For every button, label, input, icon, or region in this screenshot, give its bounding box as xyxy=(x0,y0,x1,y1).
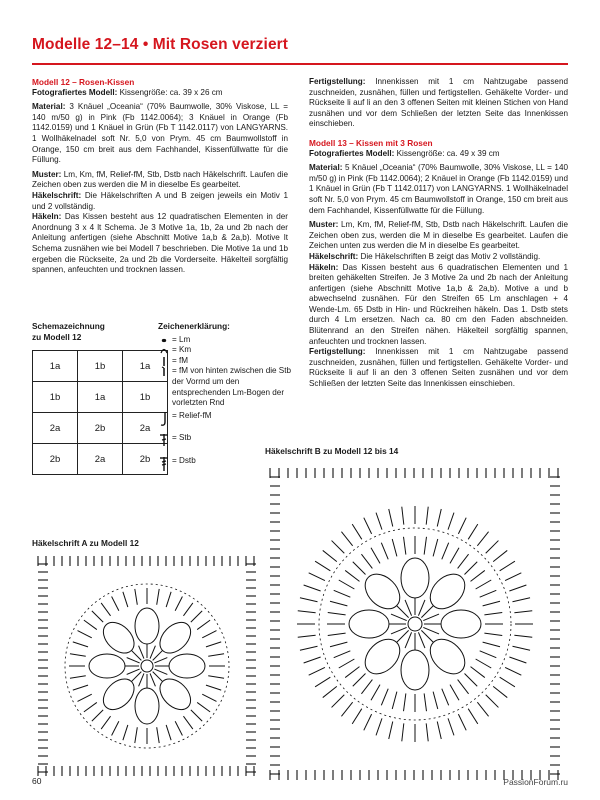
legend-text: = fM von hinten zwischen die Stb der Vorrnd um den entsprechenden Lm-Bogen der vorletzten Rnd xyxy=(172,366,292,408)
stitch-mark xyxy=(364,714,372,730)
stitch-mark xyxy=(345,667,359,678)
stitch-mark xyxy=(341,532,352,546)
stitch-mark xyxy=(78,631,92,638)
stitch-mark xyxy=(361,680,372,694)
legend-item-km xyxy=(158,345,298,356)
model-13-photo-label: Fotografiertes Modell: xyxy=(309,148,395,158)
stitch-mark xyxy=(405,600,412,616)
stitch-mark xyxy=(153,672,163,682)
stitch-mark xyxy=(477,532,488,546)
stitch-mark xyxy=(426,723,428,741)
stitch-mark xyxy=(300,598,318,602)
stb-symbol-icon xyxy=(158,433,170,451)
stitch-mark xyxy=(73,642,88,647)
stitch-mark xyxy=(154,669,167,674)
model-12-muster-text: Lm, Km, fM, Relief-fM, Stb, Dstb nach Häkelschrift. Laufen die Zeichen oben zus werden die M in dieselbe Es gearbeitet. xyxy=(32,169,288,190)
schema-row xyxy=(33,351,168,382)
schema-grid xyxy=(32,350,168,475)
legend-text: = Dstb xyxy=(172,455,196,465)
stitch-mark xyxy=(197,702,210,711)
stitch-mark xyxy=(514,611,532,613)
schema-cell: 2b xyxy=(123,444,168,475)
model-13-haekelschrift xyxy=(309,252,568,263)
schema-row xyxy=(33,444,168,475)
stitch-mark xyxy=(131,672,141,682)
model-12-photo-text: Kissengröße: ca. 39 x 26 cm xyxy=(119,87,223,97)
petal-mark xyxy=(441,610,481,638)
stitch-mark xyxy=(166,592,171,607)
stitch-mark xyxy=(509,585,526,591)
model-12-haekelschrift xyxy=(32,191,288,212)
stitch-mark xyxy=(486,695,499,708)
model-12-haekelschrift-label: Häkelschrift: xyxy=(32,190,82,200)
model-12-heading: Modell 12 – Rosen-Kissen xyxy=(32,77,135,87)
chart-b-title: Häkelschrift B zu Modell 12 bis 14 xyxy=(265,446,399,456)
stitch-mark xyxy=(450,548,459,564)
model-13-muster-label: Muster: xyxy=(309,220,339,230)
stitch-mark xyxy=(135,589,138,605)
legend-item-fm xyxy=(158,356,298,367)
schema-title-line-1: Schemazeichnung xyxy=(32,321,105,331)
chart-a-title: Häkelschrift A zu Modell 12 xyxy=(32,538,139,548)
stitch-mark xyxy=(175,597,182,611)
stitch-mark xyxy=(339,580,355,589)
column-model-13 xyxy=(309,77,568,390)
stitch-mark xyxy=(157,727,160,743)
stitch-mark xyxy=(448,718,454,735)
stitch-mark xyxy=(391,627,407,634)
stitch-mark xyxy=(476,580,492,589)
legend-item-fm-hinten xyxy=(158,366,298,408)
model-13-material-label: Material: xyxy=(309,163,343,173)
stitch-mark xyxy=(183,603,192,616)
model-13-muster xyxy=(309,220,568,252)
model-12-haekeln xyxy=(32,212,288,276)
stitch-mark xyxy=(70,676,86,679)
model-12-material-label: Material: xyxy=(32,102,66,112)
model-13-muster-text: Lm, Km, fM, Relief-fM, Stb, Dstb nach Häkelschrift. Laufen die Zeichen oben zus, werden die M in dieselbe Es gearbeitet. Laufen die Zeichen unten zus werden die M in dieselbe Es gearbeitet. xyxy=(309,220,568,251)
stitch-mark xyxy=(458,714,466,730)
ring-mark xyxy=(65,584,229,748)
model-13-fertig xyxy=(309,347,568,389)
stitch-mark xyxy=(421,630,433,642)
stitch-mark xyxy=(404,537,406,555)
relief-symbol-icon xyxy=(158,411,170,431)
schema-cell: 1a xyxy=(78,382,123,413)
stitch-mark xyxy=(309,667,325,675)
stitch-mark xyxy=(483,601,500,606)
stitch-mark xyxy=(371,548,380,564)
stitch-mark xyxy=(112,721,119,735)
stitch-mark xyxy=(493,550,507,561)
stitch-mark xyxy=(448,513,454,530)
stitch-mark xyxy=(191,611,202,622)
stitch-mark xyxy=(309,573,325,581)
stitch-mark xyxy=(332,695,345,708)
stitch-mark xyxy=(514,635,532,637)
stitch-mark xyxy=(183,716,192,729)
stitch-mark xyxy=(442,543,449,560)
stitch-mark xyxy=(421,606,433,618)
stitch-mark xyxy=(84,702,97,711)
stitch-mark xyxy=(315,677,330,687)
title-rule xyxy=(32,63,568,65)
stitch-mark xyxy=(512,646,530,650)
stitch-mark xyxy=(353,673,366,686)
stitch-mark xyxy=(433,539,438,556)
schema-row xyxy=(33,382,168,413)
legend-item-lm xyxy=(158,335,298,346)
model-13-fertig-label: Fertigstellung: xyxy=(309,347,366,357)
schema-cell: 1b xyxy=(123,382,168,413)
stitch-mark xyxy=(381,689,388,706)
model-12-photo xyxy=(32,88,288,99)
stitch-mark xyxy=(426,507,428,525)
stitch-mark xyxy=(480,651,497,658)
stitch-mark xyxy=(127,658,140,663)
model-12-material-text: 3 Knäuel „Oceania“ (70% Baumwolle, 30% Viskose, LL = 140 m/50 g) in Pink (Fb 1142.0064); 3 Knäuel in Orange (Fb 1142.0159) und 1 Knäuel in Grün (Fb T 1142.0117) von LANGYARNS. 1 Wollhäkelnadel soft Nr. 5,0 von Prym. 45 cm Baumwollstoff in Orange, 150 cm breit aus dem Fachhandel, Kissenfüllwatte für die Füllung. xyxy=(32,102,288,165)
schema-cell: 2b xyxy=(78,413,123,444)
stitch-mark xyxy=(371,685,380,701)
model-12-haekelschrift-text: Die Häkelschriften A und B zeigen jeweils ein Motiv 1 und 2 vollständig. xyxy=(32,190,288,211)
stitch-mark xyxy=(332,541,345,554)
schema-cell: 1a xyxy=(123,351,168,382)
stitch-mark xyxy=(127,669,140,674)
model-12-fertig-text: Innenkissen mit 1 cm Nahtzugabe passend zuschneiden, zusnähen, füllen und fertigstellen. Gehäkelte Vorder- und Rückseite li auf li an den 3 offenen Seiten mit kleinen Stichen von Hand zusnähen und vor dem Schließen der letzten Seite das Innenkissen einschieben. xyxy=(309,77,568,129)
stitch-mark xyxy=(389,721,393,739)
model-13-haekelschrift-text: Die Häkelschriften B zeigt das Motiv 2 vollständig. xyxy=(360,251,541,261)
stitch-mark xyxy=(157,589,160,605)
stitch-mark xyxy=(73,685,88,690)
stitch-mark xyxy=(341,702,352,716)
stitch-mark xyxy=(135,727,138,743)
stitch-mark xyxy=(153,650,163,660)
stitch-mark xyxy=(468,524,478,539)
page-number: 60 xyxy=(32,776,42,786)
stitch-mark xyxy=(139,646,144,659)
petal-mark xyxy=(349,610,389,638)
stitch-mark xyxy=(352,709,362,724)
stitch-mark xyxy=(509,657,526,663)
page-title: Modelle 12–14 • Mit Rosen verziert xyxy=(32,36,289,53)
stitch-mark xyxy=(123,592,128,607)
stitch-mark xyxy=(468,709,478,724)
petal-mark xyxy=(401,558,429,598)
stitch-mark xyxy=(92,710,103,721)
stitch-mark xyxy=(206,642,221,647)
stitch-mark xyxy=(154,658,167,663)
stitch-mark xyxy=(334,590,351,597)
stitch-mark xyxy=(442,689,449,706)
stitch-mark xyxy=(150,673,155,686)
stitch-mark xyxy=(480,590,497,597)
stitch-mark xyxy=(423,627,439,634)
stitch-mark xyxy=(328,633,346,635)
crochet-chart-b xyxy=(264,458,568,788)
stitch-mark xyxy=(206,685,221,690)
model-13-haekelschrift-label: Häkelschrift: xyxy=(309,251,359,261)
model-12-haekeln-text: Das Kissen besteht aus 12 quadratischen Elementen in der Anordnung 3 x 4 lt Schema. Je 3 Motive 1a, 1b, 2a und 2b nach der Anleitung anfertigen (siehe Abschnitt Motive 1a,b & 2a,b). Motive lt Schema zusnähen wie bei Modell 7 beschrieben. Die Motive 1a und 1b ergeben die Rückseite, 2a und 2b die Vorderseite. Häkelteil sorgfältig spannen, anfeuchten und trocknen lassen. xyxy=(32,212,288,275)
stitch-mark xyxy=(139,673,144,686)
ring-mark xyxy=(141,660,153,672)
stitch-mark xyxy=(484,633,502,635)
schema-title-line-2: zu Modell 12 xyxy=(32,331,82,342)
stitch-mark xyxy=(304,657,321,663)
petal-mark xyxy=(401,650,429,690)
schema-cell: 2a xyxy=(78,444,123,475)
schema-cell: 2b xyxy=(33,444,78,475)
stitch-mark xyxy=(458,518,466,534)
legend-text: = fM xyxy=(172,355,189,365)
stitch-mark xyxy=(334,651,351,658)
stitch-mark xyxy=(364,518,372,534)
legend-item-stb xyxy=(158,433,298,444)
ring-mark xyxy=(408,617,422,631)
stitch-mark xyxy=(392,692,397,709)
stitch-mark xyxy=(391,614,407,621)
model-13-material-text: 5 Knäuel „Oceania“ (70% Baumwolle, 30% Viskose, LL = 140 m/50 g) in Pink (Fb 1142.0064); 2 Knäuel in Orange (Fb 1142.0159) und 1 Knäuel in Grün (Fb T 1142.0117) von LANGYARNS. 1 Wollhäkelnadel soft Nr. 5,0 von Prym. 45 cm Baumwollstoff in Orange, 150 cm breit aus dem Fachhandel, Kissenfüllwatte für die Füllung. xyxy=(309,163,568,215)
model-13-fertig-text: Innenkissen mit 1 cm Nahtzugabe passend zuschneiden, zusnähen, füllen und fertigstellen. Gehäkelte Vorder- und Rückseite li auf li an den 3 offenen Seiten zusnähen und vor dem Schließen der letzten Seite das Innenkissen einschieben. xyxy=(309,347,568,389)
stitch-mark xyxy=(298,611,316,613)
stitch-mark xyxy=(202,694,216,701)
stitch-mark xyxy=(191,710,202,721)
stitch-mark xyxy=(208,676,224,679)
stitch-mark xyxy=(471,570,485,581)
legend xyxy=(158,321,298,467)
stitch-mark xyxy=(483,642,500,647)
stitch-mark xyxy=(402,723,404,741)
stitch-mark xyxy=(353,562,366,575)
stitch-mark xyxy=(500,677,515,687)
stitch-mark xyxy=(101,603,110,616)
stitch-mark xyxy=(123,725,128,740)
stitch-mark xyxy=(339,659,355,668)
stitch-mark xyxy=(323,686,337,697)
model-12-photo-label: Fotografiertes Modell: xyxy=(32,87,118,97)
model-12-haekeln-label: Häkeln: xyxy=(32,212,62,222)
stitch-mark xyxy=(433,692,438,709)
stitch-mark xyxy=(402,507,404,525)
stitch-mark xyxy=(437,721,441,739)
stitch-mark xyxy=(112,597,119,611)
stitch-mark xyxy=(389,509,393,527)
stitch-mark xyxy=(397,606,409,618)
stitch-mark xyxy=(150,646,155,659)
stitch-mark xyxy=(298,635,316,637)
stitch-mark xyxy=(376,513,382,530)
model-13-photo xyxy=(309,149,568,160)
column-model-12 xyxy=(32,77,288,280)
stitch-mark xyxy=(70,654,86,657)
schema-cell: 2a xyxy=(33,413,78,444)
schema-cell: 1b xyxy=(78,351,123,382)
stitch-mark xyxy=(345,570,359,581)
schema-cell: 1a xyxy=(33,351,78,382)
stitch-mark xyxy=(471,667,485,678)
schema-title xyxy=(32,321,105,342)
stitch-mark xyxy=(505,573,521,581)
stitch-mark xyxy=(197,620,210,629)
stitch-mark xyxy=(84,620,97,629)
stitch-mark xyxy=(166,725,171,740)
model-12-muster-label: Muster: xyxy=(32,169,62,179)
stitch-mark xyxy=(484,613,502,615)
stitch-mark xyxy=(464,562,477,575)
stitch-mark xyxy=(418,632,425,648)
schema-cell: 1b xyxy=(33,382,78,413)
model-13-haekeln xyxy=(309,263,568,348)
stitch-mark xyxy=(493,686,507,697)
schema-cell: 2a xyxy=(123,413,168,444)
stitch-mark xyxy=(512,598,530,602)
crochet-chart-a xyxy=(32,550,262,782)
stitch-mark xyxy=(175,721,182,735)
site-watermark: PassionForum.ru xyxy=(503,777,568,787)
legend-text: = Relief-fM xyxy=(172,410,212,420)
stitch-mark xyxy=(437,509,441,527)
stitch-mark xyxy=(208,654,224,657)
stitch-mark xyxy=(202,631,216,638)
legend-text: = Lm xyxy=(172,334,191,344)
stitch-mark xyxy=(450,685,459,701)
model-12-material xyxy=(32,102,288,166)
stitch-mark xyxy=(424,693,426,711)
schema-row xyxy=(33,413,168,444)
stitch-mark xyxy=(423,614,439,621)
stitch-mark xyxy=(78,694,92,701)
stitch-mark xyxy=(405,632,412,648)
stitch-mark xyxy=(486,541,499,554)
stitch-mark xyxy=(424,537,426,555)
stitch-mark xyxy=(505,667,521,675)
stitch-mark xyxy=(315,561,330,571)
model-12-muster xyxy=(32,170,288,191)
stitch-mark xyxy=(418,600,425,616)
model-12-fertig xyxy=(309,77,568,130)
stitch-mark xyxy=(330,601,347,606)
stitch-mark xyxy=(328,613,346,615)
model-13-haekeln-label: Häkeln: xyxy=(309,262,339,272)
petal-mark xyxy=(135,688,159,724)
legend-text: = Km xyxy=(172,345,192,355)
petal-mark xyxy=(135,608,159,644)
stitch-mark xyxy=(476,659,492,668)
stitch-mark xyxy=(500,561,515,571)
stitch-mark xyxy=(477,702,488,716)
stitch-mark xyxy=(92,611,103,622)
stitch-mark xyxy=(361,554,372,568)
stitch-mark xyxy=(464,673,477,686)
petal-mark xyxy=(89,654,125,678)
stitch-mark xyxy=(458,554,469,568)
model-13-material xyxy=(309,163,568,216)
dstb-symbol-icon xyxy=(158,456,170,476)
model-13-heading: Modell 13 – Kissen mit 3 Rosen xyxy=(309,137,433,148)
stitch-mark xyxy=(330,642,347,647)
hook-bar-symbol-icon xyxy=(158,366,170,381)
legend-text: = Stb xyxy=(172,433,192,443)
stitch-mark xyxy=(323,550,337,561)
stitch-mark xyxy=(101,716,110,729)
stitch-mark xyxy=(300,646,318,650)
stitch-mark xyxy=(304,585,321,591)
legend-item-relief-fm xyxy=(158,411,298,422)
stitch-mark xyxy=(376,718,382,735)
stitch-mark xyxy=(381,543,388,560)
stitch-mark xyxy=(397,630,409,642)
legend-title: Zeichenerklärung: xyxy=(158,321,230,331)
stitch-mark xyxy=(131,650,141,660)
stitch-mark xyxy=(352,524,362,539)
stitch-mark xyxy=(392,539,397,556)
ring-mark xyxy=(319,528,511,720)
stitch-mark xyxy=(458,680,469,694)
model-13-haekeln-text: Das Kissen besteht aus 6 quadratischen Elementen und 1 breiten gehäkelten Streifen. Je 3 Motive 2a und 2b nach der Anleitung anfertigen (siehe Abschnitt Motive 1a,b & 2a,b). Motive a und b abwechselnd zusnähen. Für den Streifen 65 Lm anschlagen + 4 Wende-Lm. 65 Dstb in Hin- und Rückreihen häkeln. Das 1. Dstb stets durch 4 Lm ersetzen. Nach ca. 80 cm den Faden abschneiden. Blütenrand an den Streifen nähen. Häkelteil sorgfältig spannen, anfeuchten und trocknen lassen. xyxy=(309,262,568,346)
model-12-fertig-label: Fertigstellung: xyxy=(309,77,366,86)
petal-mark xyxy=(169,654,205,678)
stitch-mark xyxy=(404,693,406,711)
model-13-photo-text: Kissengröße: ca. 49 x 39 cm xyxy=(396,148,500,158)
